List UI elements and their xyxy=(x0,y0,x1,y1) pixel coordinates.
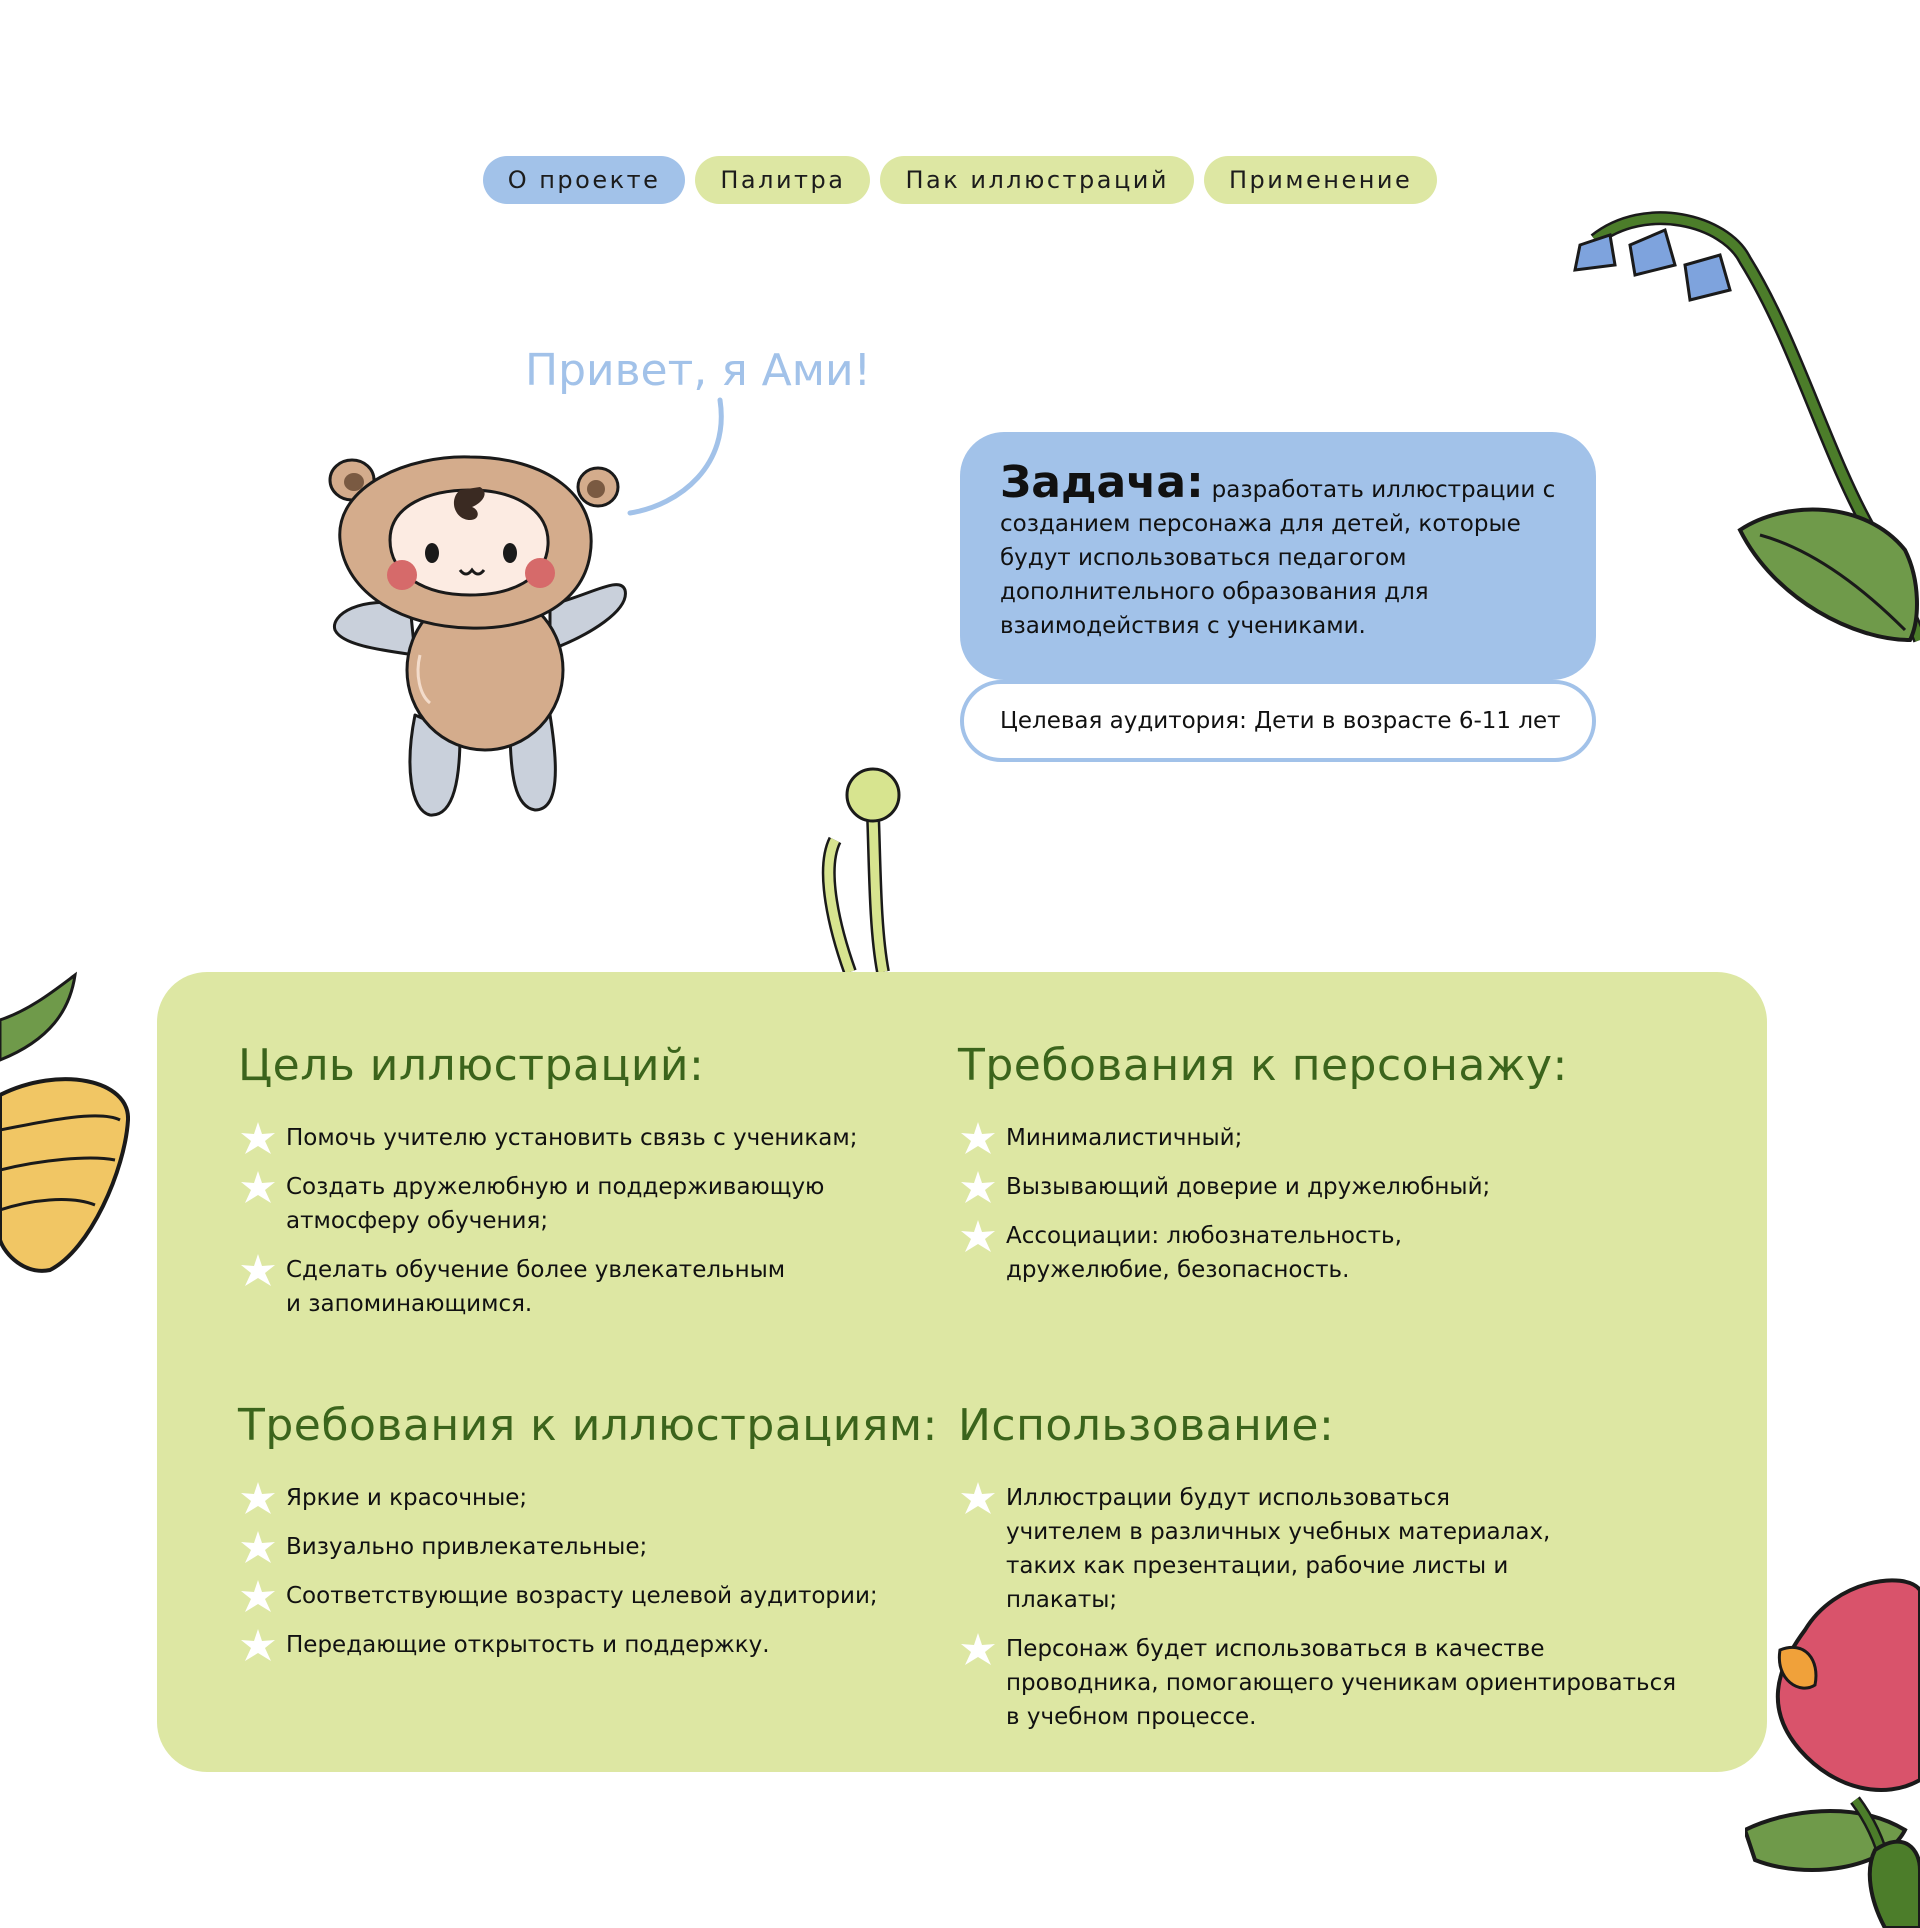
star-bullet-icon xyxy=(958,1480,998,1520)
sprout-illustration xyxy=(815,760,905,975)
yellow-flower-illustration xyxy=(0,970,130,1280)
star-bullet-icon xyxy=(958,1120,998,1160)
list-item-text: Соответствующие возрасту целевой аудитории; xyxy=(286,1583,878,1609)
greeting-text: Привет, я Ами! xyxy=(525,345,872,396)
star-bullet-icon xyxy=(958,1169,998,1209)
list-item-text: Визуально привлекательные; xyxy=(286,1534,648,1560)
section-title: Цель иллюстраций: xyxy=(238,1040,705,1091)
red-flower-illustration xyxy=(1745,1570,1920,1928)
section-usage xyxy=(958,1400,1698,1749)
bluebell-flower-illustration xyxy=(1565,200,1920,660)
section-title: Требования к персонажу: xyxy=(958,1040,1568,1091)
section-illustration-requirements xyxy=(238,1400,938,1677)
list-item xyxy=(238,1121,878,1155)
tab-palette[interactable]: Палитра xyxy=(695,156,870,204)
list-item-text: Вызывающий доверие и дружелюбный; xyxy=(1006,1174,1491,1200)
list-item-text: Создать дружелюбную и поддерживающую атмосферу обучения; xyxy=(286,1174,825,1234)
list-item-text: Сделать обучение более увлекательным и запоминающимся. xyxy=(286,1257,786,1317)
list-item-text: Передающие открытость и поддержку. xyxy=(286,1632,770,1658)
list-item xyxy=(238,1253,878,1321)
section-goal xyxy=(238,1040,878,1336)
star-bullet-icon xyxy=(238,1480,278,1520)
list-item-text: Помочь учителю установить связь с ученикам; xyxy=(286,1125,858,1151)
list-item xyxy=(958,1219,1678,1287)
list-item xyxy=(958,1121,1678,1155)
star-bullet-icon xyxy=(238,1169,278,1209)
list-item xyxy=(238,1628,938,1662)
star-bullet-icon xyxy=(238,1627,278,1667)
star-bullet-icon xyxy=(238,1578,278,1618)
target-audience: Целевая аудитория: Дети в возрасте 6-11 лет xyxy=(960,680,1596,762)
list-item xyxy=(238,1530,938,1564)
list-item-text: Ассоциации: любознательность, дружелюбие, безопасность. xyxy=(1006,1223,1402,1283)
list-item xyxy=(238,1481,938,1515)
section-title: Требования к иллюстрациям: xyxy=(238,1400,938,1451)
star-bullet-icon xyxy=(238,1252,278,1292)
list-item xyxy=(238,1579,938,1613)
list-item-text: Персонаж будет использоваться в качестве проводника, помогающего ученикам ориентироваться в учебном процессе. xyxy=(1006,1636,1677,1730)
list-item xyxy=(958,1481,1698,1617)
list-item-text: Иллюстрации будут использоваться учителем в различных учебных материалах, таких как презентации, рабочие листы и плакаты; xyxy=(1006,1485,1551,1613)
section-character xyxy=(958,1040,1678,1302)
star-bullet-icon xyxy=(958,1218,998,1258)
bear-character-illustration xyxy=(320,445,640,825)
tab-application[interactable]: Применение xyxy=(1204,156,1437,204)
task-card xyxy=(960,432,1596,680)
star-bullet-icon xyxy=(958,1631,998,1671)
star-bullet-icon xyxy=(238,1529,278,1569)
list-item xyxy=(958,1632,1698,1734)
list-item-text: Минималистичный; xyxy=(1006,1125,1243,1151)
task-title: Задача: xyxy=(1000,457,1204,508)
section-title: Использование: xyxy=(958,1400,1335,1451)
list-item xyxy=(958,1170,1678,1204)
requirements-panel xyxy=(157,972,1767,1772)
list-item xyxy=(238,1170,878,1238)
task-description xyxy=(1000,457,1556,643)
top-nav xyxy=(0,156,1920,204)
tab-illustration-pack[interactable]: Пак иллюстраций xyxy=(880,156,1194,204)
star-bullet-icon xyxy=(238,1120,278,1160)
task-text: разработать иллюстрации с созданием персонажа для детей, которые будут использоваться педагогом дополнительного образования для взаимодействия с учениками. xyxy=(1000,477,1556,639)
list-item-text: Яркие и красочные; xyxy=(286,1485,528,1511)
tab-about[interactable]: О проекте xyxy=(483,156,686,204)
